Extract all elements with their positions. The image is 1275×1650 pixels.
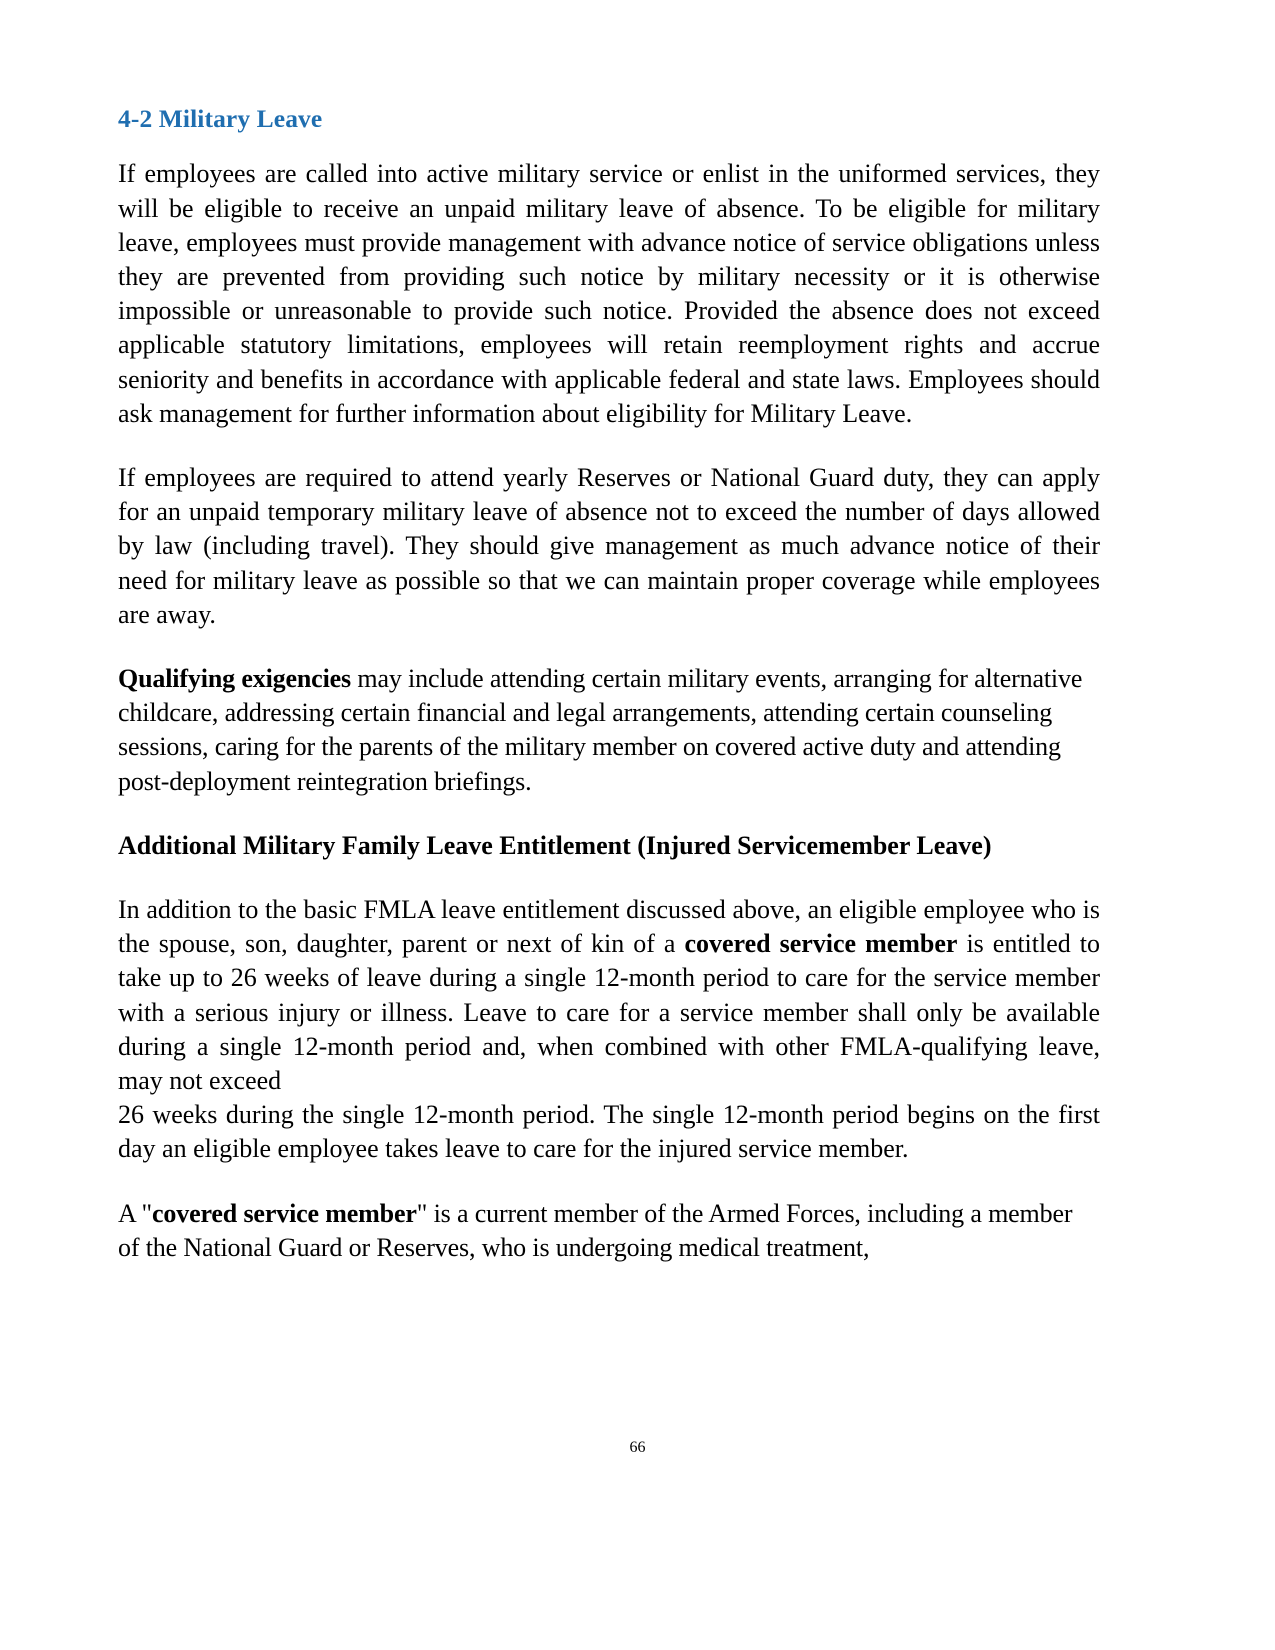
- paragraph-covered-service-member-entitlement: [118, 893, 1100, 1098]
- qualifying-exigencies-text: may include attending certain military events, arranging for alternative childcare, addressing certain financial and legal arrangements, attending certain counseling sessions, caring for the parents of the military member on covered active duty and attending post-deployment reintegration briefings.: [118, 663, 1083, 796]
- paragraph-covered-service-member-definition: [118, 1197, 1100, 1265]
- paragraph-26-weeks-single-period: 26 weeks during the single 12-month period. The single 12-month period begins on the first day an eligible employee takes leave to care for the injured service member.: [118, 1100, 1100, 1164]
- qualifying-exigencies-bold-lead: Qualifying exigencies: [118, 663, 352, 693]
- subheading-injured-servicemember-leave: Additional Military Family Leave Entitlement (Injured Servicemember Leave): [118, 830, 992, 860]
- definition-rest-text: " is a current member of the Armed Forces, including a member of the National Guard or Reserves, who is undergoing medical treatment,: [118, 1198, 1073, 1262]
- covered-service-member-bold-1: covered service member: [684, 929, 958, 959]
- fmla-entitlement-text: is entitled to take up to 26 weeks of leave during a single 12-month period to care for the service member with a serious injury or illness. Leave to care for a service member shall only be available during a single 12-month period and, when combined with other FMLA-qualifying leave, may not exceed: [118, 929, 1100, 1095]
- page-content: [118, 104, 1100, 1295]
- fmla-intro-text: In addition to the basic FMLA leave entitlement discussed above, an eligible employee who is the spouse, son, daughter, parent or next of kin of a: [118, 894, 1100, 959]
- page-number: 66: [629, 1439, 646, 1456]
- page-title: 4-2 Military Leave: [118, 104, 323, 133]
- paragraph-military-leave-eligibility: If employees are called into active military service or enlist in the uniformed services, they will be eligible to receive an unpaid military leave of absence. To be eligible for military leave, employees must provide management with advance notice of service obligations unless they are prevented from providing such notice by military necessity or it is otherwise impossible or unreasonable to provide such notice. Provided the absence does not exceed applicable statutory limitations, employees will retain reemployment rights and accrue seniority and benefits in accordance with applicable federal and state laws. Employees should ask management for further information about eligibility for Military Leave.: [118, 159, 1100, 428]
- definition-lead-text: A ": [118, 1198, 153, 1228]
- covered-service-member-bold-2: covered service member: [152, 1198, 417, 1228]
- paragraph-qualifying-exigencies: [118, 662, 1100, 799]
- paragraph-reserves-national-guard: If employees are required to attend yearly Reserves or National Guard duty, they can apply for an unpaid temporary military leave of absence not to exceed the number of days allowed by law (including travel). They should give management as much advance notice of their need for military leave as possible so that we can maintain proper coverage while employees are away.: [118, 462, 1100, 629]
